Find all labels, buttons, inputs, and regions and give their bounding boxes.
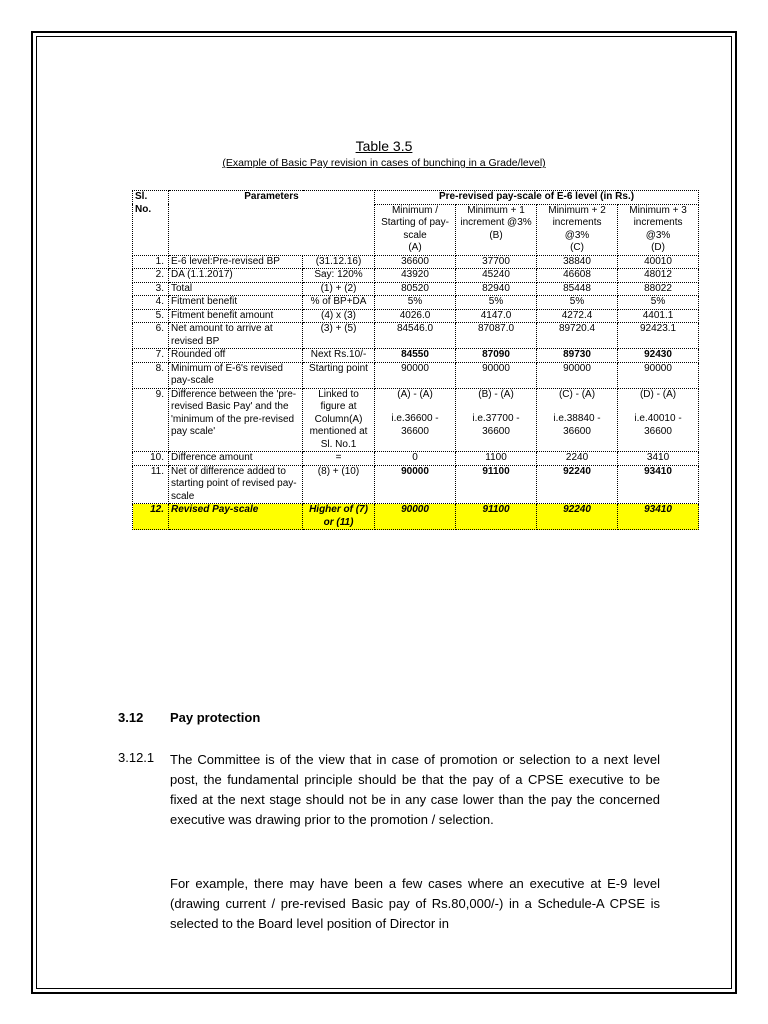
row-value-d: 93410 [618, 504, 699, 530]
table-row [133, 282, 699, 296]
row-sl: 12. [133, 504, 169, 530]
row-basis: Higher of (7) or (11) [303, 504, 375, 530]
row-sl: 7. [133, 349, 169, 363]
table-row [133, 323, 699, 349]
row-value-b: 4147.0 [456, 309, 537, 323]
calculation: i.e.38840 - 36600 [553, 413, 601, 437]
row-value-b: 45240 [456, 269, 537, 283]
row-sl: 9. [133, 388, 169, 452]
header-group: Pre-revised pay-scale of E-6 level (in Rs.) [375, 191, 699, 205]
row-value-c: 4272.4 [537, 309, 618, 323]
formula: (B) - (A) [478, 388, 514, 400]
row-value-b: 37700 [456, 255, 537, 269]
table-row-highlighted [133, 504, 699, 530]
row-value-a: 84550 [375, 349, 456, 363]
row-value-c: 2240 [537, 452, 618, 466]
row-value-a: 36600 [375, 255, 456, 269]
row-sl: 8. [133, 362, 169, 388]
row-basis: = [303, 452, 375, 466]
table-row [133, 255, 699, 269]
row-basis: Next Rs.10/- [303, 349, 375, 363]
table-row [133, 309, 699, 323]
col-code: (B) [489, 229, 503, 241]
row-basis: Linked to figure at Column(A) mentioned at Sl. No.1 [303, 388, 375, 452]
table-row [133, 296, 699, 310]
row-basis: (8) + (10) [303, 465, 375, 504]
row-value-d: 40010 [618, 255, 699, 269]
table-row [133, 452, 699, 466]
row-value-b: 90000 [456, 362, 537, 388]
col-desc: Minimum + 1 increment @3% [460, 204, 532, 228]
row-basis: % of BP+DA [303, 296, 375, 310]
row-param: Difference between the 'pre-revised Basic Pay' and the 'minimum of the pre-revised pay scale' [169, 388, 303, 452]
row-param: E-6 level:Pre-revised BP [169, 255, 303, 269]
calculation: i.e.37700 - 36600 [472, 413, 520, 437]
table-row [133, 349, 699, 363]
formula: (A) - (A) [397, 388, 433, 400]
header-col-d [618, 204, 699, 255]
row-value-b: 91100 [456, 504, 537, 530]
row-sl: 11. [133, 465, 169, 504]
header-col-b [456, 204, 537, 255]
row-value-b: 87090 [456, 349, 537, 363]
row-value-b [456, 388, 537, 452]
row-value-d: 88022 [618, 282, 699, 296]
header-row-1 [133, 191, 699, 205]
formula: (C) - (A) [558, 388, 596, 400]
row-value-b: 1100 [456, 452, 537, 466]
row-value-b: 82940 [456, 282, 537, 296]
row-value-c: 38840 [537, 255, 618, 269]
row-value-a: 4026.0 [375, 309, 456, 323]
row-param: Fitment benefit amount [169, 309, 303, 323]
row-value-d: 48012 [618, 269, 699, 283]
row-param: Total [169, 282, 303, 296]
header-parameters: Parameters [169, 191, 375, 256]
row-value-a: 5% [375, 296, 456, 310]
row-value-a: 43920 [375, 269, 456, 283]
formula: (D) - (A) [639, 388, 677, 400]
col-desc: Minimum + 2 increments @3% [548, 204, 606, 241]
row-basis: (1) + (2) [303, 282, 375, 296]
calculation: i.e.40010 - 36600 [634, 413, 682, 437]
col-desc: Minimum / Starting of pay-scale [381, 204, 449, 241]
row-param: Minimum of E-6's revised pay-scale [169, 362, 303, 388]
row-value-d: 93410 [618, 465, 699, 504]
row-value-c: 46608 [537, 269, 618, 283]
row-sl: 6. [133, 323, 169, 349]
section-number: 3.12 [118, 710, 144, 725]
header-sl-no: Sl. No. [133, 191, 169, 256]
row-param: Difference amount [169, 452, 303, 466]
row-value-d: 92430 [618, 349, 699, 363]
row-value-a: 84546.0 [375, 323, 456, 349]
table-row [133, 388, 699, 452]
row-basis: (3) + (5) [303, 323, 375, 349]
header-col-a [375, 204, 456, 255]
row-basis: Say: 120% [303, 269, 375, 283]
row-value-c: 92240 [537, 504, 618, 530]
row-sl: 4. [133, 296, 169, 310]
paragraph-number: 3.12.1 [118, 750, 155, 765]
row-value-b: 91100 [456, 465, 537, 504]
col-desc: Minimum + 3 increments @3% [629, 204, 687, 241]
row-value-c: 90000 [537, 362, 618, 388]
row-value-c: 5% [537, 296, 618, 310]
col-code: (D) [651, 242, 665, 253]
row-param: Net of difference added to starting point of revised pay-scale [169, 465, 303, 504]
row-value-c [537, 388, 618, 452]
row-value-c: 92240 [537, 465, 618, 504]
pay-revision-table [132, 190, 699, 530]
col-code: (A) [408, 242, 422, 253]
row-sl: 3. [133, 282, 169, 296]
row-value-d: 92423.1 [618, 323, 699, 349]
row-value-a: 0 [375, 452, 456, 466]
row-value-a: 90000 [375, 504, 456, 530]
row-value-a: 90000 [375, 362, 456, 388]
table-row [133, 269, 699, 283]
row-value-d: 5% [618, 296, 699, 310]
row-value-a [375, 388, 456, 452]
row-sl: 10. [133, 452, 169, 466]
row-value-d: 90000 [618, 362, 699, 388]
row-param: Fitment benefit [169, 296, 303, 310]
row-param: Net amount to arrive at revised BP [169, 323, 303, 349]
paragraph-text-2: For example, there may have been a few cases where an executive at E-9 level (drawing current / pre-revised Basic pay of Rs.80,000/-) in a Schedule-A CPSE is selected to the Board level position of Director in [170, 876, 660, 931]
header-col-c [537, 204, 618, 255]
table-row [133, 465, 699, 504]
row-value-c: 89730 [537, 349, 618, 363]
table-row [133, 362, 699, 388]
row-param: Revised Pay-scale [169, 504, 303, 530]
row-basis: (4) x (3) [303, 309, 375, 323]
row-basis: (31.12.16) [303, 255, 375, 269]
row-param: DA (1.1.2017) [169, 269, 303, 283]
row-value-d [618, 388, 699, 452]
row-basis: Starting point [303, 362, 375, 388]
table-title: Table 3.5 [355, 138, 413, 154]
row-sl: 2. [133, 269, 169, 283]
paragraph-text-1: The Committee is of the view that in case of promotion or selection to a next level post, the fundamental principle should be that the pay of a CPSE executive to be fixed at the next stage should not be in any case lower than the pay the concerned executive was drawing prior to the promotion / selection. [170, 752, 660, 827]
calculation: i.e.36600 - 36600 [391, 413, 439, 437]
row-param: Rounded off [169, 349, 303, 363]
col-code: (C) [570, 242, 584, 253]
row-value-b: 5% [456, 296, 537, 310]
row-value-d: 3410 [618, 452, 699, 466]
row-sl: 5. [133, 309, 169, 323]
table-subtitle: (Example of Basic Pay revision in cases of bunching in a Grade/level) [222, 157, 546, 169]
row-value-b: 87087.0 [456, 323, 537, 349]
row-value-c: 89720.4 [537, 323, 618, 349]
row-sl: 1. [133, 255, 169, 269]
row-value-c: 85448 [537, 282, 618, 296]
row-value-d: 4401.1 [618, 309, 699, 323]
row-value-a: 80520 [375, 282, 456, 296]
row-value-a: 90000 [375, 465, 456, 504]
section-title: Pay protection [170, 710, 261, 725]
